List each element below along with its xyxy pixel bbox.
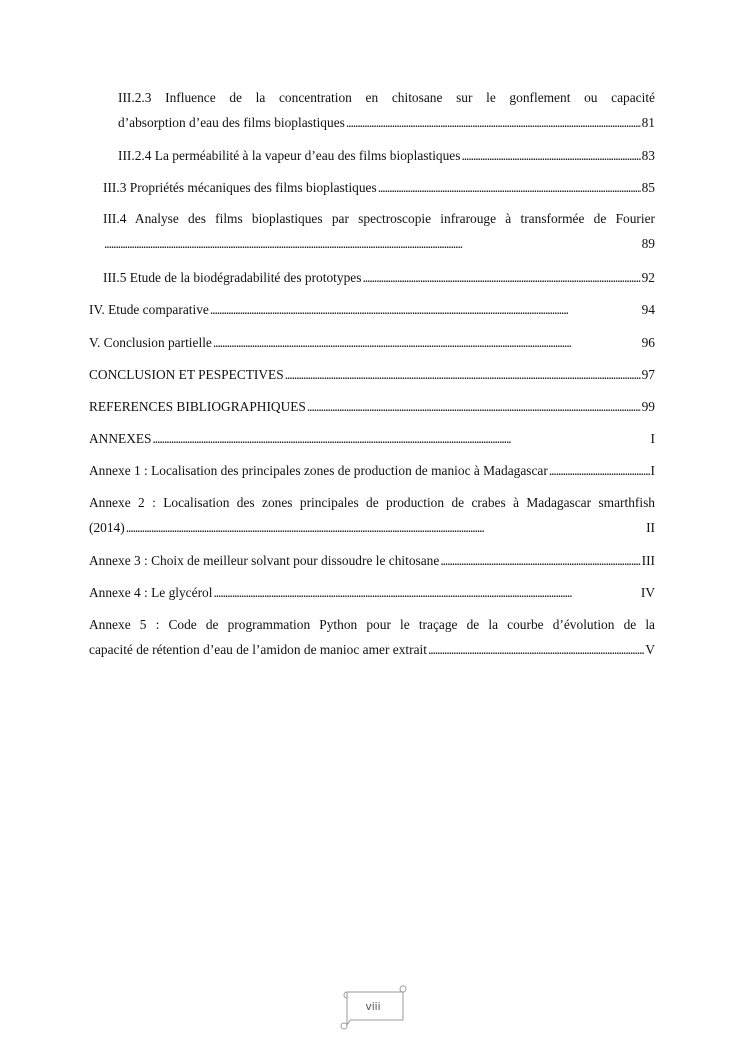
toc-entry-title: REFERENCES BIBLIOGRAPHIQUES: [89, 399, 306, 414]
toc-entry-iii-3[interactable]: [103, 175, 655, 200]
page-number: viii: [365, 1001, 381, 1013]
dot-leader: [346, 110, 641, 135]
toc-entry-annexe-4[interactable]: [89, 580, 655, 605]
dot-leader: [307, 394, 641, 419]
dot-leader: [213, 580, 639, 605]
toc-page-number: 96: [641, 335, 655, 350]
toc-entry-annexe-1[interactable]: [89, 458, 655, 483]
toc-entry-iii-2-4[interactable]: [118, 143, 655, 168]
dot-leader: [213, 330, 641, 355]
toc-page-number: 83: [641, 148, 655, 163]
dot-leader: [461, 143, 640, 168]
toc-entry-iv[interactable]: [89, 297, 655, 322]
toc-entry-title: ANNEXES: [89, 431, 152, 446]
toc-entry-references[interactable]: [89, 394, 655, 419]
toc-entry-title: III.4 Analyse des films bioplastiques par spectroscopie infrarouge à transformée de Fourier: [103, 211, 655, 226]
dot-leader: [210, 297, 641, 322]
toc-page-number: IV: [640, 585, 655, 600]
toc-entry-title: III.5 Etude de la biodégradabilité des prototypes: [103, 270, 362, 285]
toc-entry-title-cont: d’absorption d’eau des films bioplastiques: [118, 115, 345, 130]
toc-entry-annexes[interactable]: [89, 426, 655, 451]
toc-entry-iii-4[interactable]: [103, 206, 655, 256]
dot-leader: [428, 637, 644, 662]
toc-page-number: II: [646, 520, 655, 535]
toc-page-number: 85: [641, 180, 655, 195]
dot-leader: [549, 458, 650, 483]
dot-leader: [362, 265, 640, 290]
toc-page-number: 94: [641, 302, 655, 317]
toc-entry-v[interactable]: [89, 330, 655, 355]
toc-entry-title: III.2.4 La perméabilité à la vapeur d’eau des films bioplastiques: [118, 148, 461, 163]
dot-leader: [378, 175, 641, 200]
dot-leader: [285, 362, 641, 387]
toc-page-number: V: [645, 642, 655, 657]
toc-entry-conclusion[interactable]: [89, 362, 655, 387]
toc-entry-annexe-2[interactable]: [89, 490, 655, 540]
toc-page-number: 89: [641, 236, 655, 251]
toc-page-number: III: [641, 553, 655, 568]
toc-page-number: I: [650, 431, 655, 446]
toc-page-number: 99: [641, 399, 655, 414]
toc-entry-title: Annexe 2 : Localisation des zones principales de production de crabes à Madagascar smarthfish: [89, 495, 655, 510]
toc-page-number: 81: [641, 115, 655, 130]
toc-entry-title: Annexe 3 : Choix de meilleur solvant pour dissoudre le chitosane: [89, 553, 440, 568]
toc-entry-iii-5[interactable]: [103, 265, 655, 290]
toc-entry-annexe-3[interactable]: [89, 548, 655, 573]
toc-page-number: I: [650, 463, 655, 478]
toc-entry-title-cont: capacité de rétention d’eau de l’amidon de manioc amer extrait: [89, 642, 427, 657]
dot-leader: [153, 426, 650, 451]
toc-entry-title: III.2.3 Influence de la concentration en chitosane sur le gonflement ou capacité: [118, 90, 655, 105]
toc-entry-title: Annexe 4 : Le glycérol: [89, 585, 213, 600]
page-footer: [337, 982, 409, 1032]
toc-entry-title-cont: (2014): [89, 520, 125, 535]
toc-entry-title: Annexe 1 : Localisation des principales zones de production de manioc à Madagascar: [89, 463, 548, 478]
toc-entry-title: IV. Etude comparative: [89, 302, 209, 317]
dot-leader: [440, 548, 640, 573]
toc-entry-annexe-5[interactable]: [89, 612, 655, 662]
dot-leader: [126, 515, 645, 540]
toc-page-number: 92: [641, 270, 655, 285]
toc-entry-title: Annexe 5 : Code de programmation Python pour le traçage de la courbe d’évolution de la: [89, 617, 655, 632]
toc-entry-title: CONCLUSION ET PESPECTIVES: [89, 367, 284, 382]
toc-entry-title: III.3 Propriétés mécaniques des films bioplastiques: [103, 180, 377, 195]
dot-leader: [104, 231, 641, 256]
toc-entry-iii-2-3[interactable]: [118, 85, 655, 135]
toc-page-number: 97: [641, 367, 655, 382]
toc-entry-title: V. Conclusion partielle: [89, 335, 212, 350]
